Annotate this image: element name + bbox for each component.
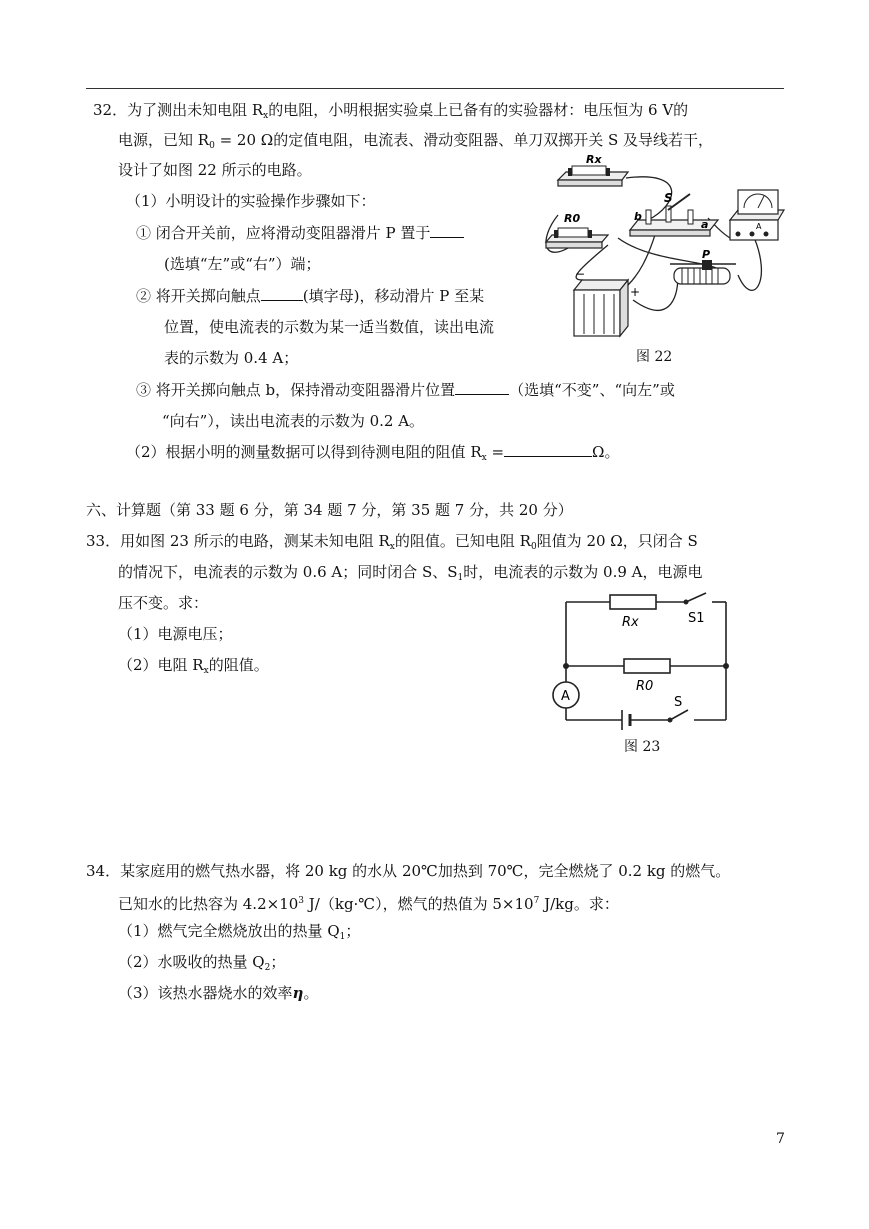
fig22-label-s: S (664, 191, 673, 205)
fig22-label-a: a (701, 218, 709, 231)
fig23-label-rx: Rx (622, 615, 639, 630)
q32-step-2-cont2: 表的示数为 0.4 A； (164, 349, 299, 367)
page-number: 7 (776, 1131, 785, 1147)
q33-part-2: （2）电阻 $R_x$的阻值。 (118, 656, 269, 676)
q32-part-1: （1）小明设计的实验操作步骤如下： (126, 192, 376, 210)
rx-resistor-board (558, 166, 628, 186)
figure-23-caption: 图 23 (624, 739, 661, 755)
battery-pack (574, 280, 628, 336)
figure-22-caption: 图 22 (636, 349, 673, 365)
q33-line-1: 33．用如图 23 所示的电路，测某未知电阻 $R_x$的阻值。已知电阻 $R_0$阻值为 20 Ω，只闭合 S (86, 532, 698, 552)
fig22-label-r0: R0 (564, 212, 581, 225)
answer-blank-1[interactable] (430, 223, 464, 238)
figure-23-circuit (546, 590, 736, 730)
figure-22-apparatus (538, 150, 788, 342)
fig23-label-s: S (674, 695, 683, 710)
fig22-label-p: P (702, 248, 711, 261)
q32-step-1: ① 闭合开关前，应将滑动变阻器滑片 P 置于 (136, 223, 464, 243)
fig23-label-s1: S1 (688, 611, 705, 626)
rheostat (670, 260, 736, 284)
q32-step-3-cont: “向右”），读出电流表的示数为 0.2 A。 (162, 412, 425, 430)
q32-part-2: （2）根据小明的测量数据可以得到待测电阻的阻值 $R_x = \Omega$。 (126, 443, 620, 463)
q32-line-3: 设计了如图 22 所示的电路。 (118, 161, 312, 179)
q32-step-2: ② 将开关掷向触点 (填字母)，移动滑片 P 至某 (136, 287, 485, 305)
q34-line-1: 34．某家庭用的燃气热水器，将 20 kg 的水从 20℃加热到 70℃，完全燃烧了 0.2 kg 的燃气。 (86, 862, 731, 880)
fig22-label-ammeter: A (756, 222, 762, 231)
q32-step-1-cont: (选填“左”或“右”）端； (164, 255, 321, 273)
q33-line-2: 的情况下，电流表的示数为 0.6 A；同时闭合 S、$S_1$时，电流表的示数为 0.9 A，电源电 (118, 563, 703, 583)
answer-blank-3[interactable] (455, 380, 509, 395)
q33-line-3: 压不变。求： (118, 594, 209, 612)
fig23-label-r0: R0 (636, 679, 654, 694)
header-rule (86, 88, 784, 89)
q34-part-2: （2）水吸收的热量 $Q_2$； (118, 953, 286, 973)
fig23-ammeter-label: A (561, 689, 570, 704)
fig22-label-b: b (634, 210, 642, 223)
fig22-label-rx: Rx (586, 153, 602, 166)
ammeter (730, 190, 784, 240)
q32-line-2: 电源，已知 $R_0 = 20$ Ω的定值电阻，电流表、滑动变阻器、单刀双掷开关 S 及导线若干， (118, 131, 714, 151)
r0-resistor-board (546, 228, 608, 248)
q32-step-3: ③ 将开关掷向触点 b，保持滑动变阻器滑片位置 （选填“不变”、“向左”或 (136, 381, 675, 399)
q32-line-1: 32．为了测出未知电阻 $R_x$的电阻，小明根据实验桌上已备有的实验器材：电压恒为 6 V的 (93, 101, 689, 121)
section-6-heading: 六、计算题（第 33 题 6 分，第 34 题 7 分，第 35 题 7 分，共 20 分） (86, 501, 573, 519)
answer-blank-4[interactable] (504, 442, 592, 457)
fig22-label-plus: + (630, 285, 641, 299)
q34-part-3: （3）该热水器烧水的效率η。 (118, 984, 319, 1002)
answer-blank-2[interactable] (261, 286, 303, 301)
fig22-label-minus: − (575, 267, 586, 281)
q33-part-1: （1）电源电压； (118, 625, 233, 643)
q34-part-1: （1）燃气完全燃烧放出的热量 $Q_1$； (118, 922, 361, 942)
q34-line-2: 已知水的比热容为 $4.2\times 10^3$ J/（kg·℃），燃气的热值为 $5\times 10^7$ J/kg。求： (118, 895, 619, 913)
q32-step-2-cont: 位置，使电流表的示数为某一适当数值，读出电流 (164, 318, 495, 336)
